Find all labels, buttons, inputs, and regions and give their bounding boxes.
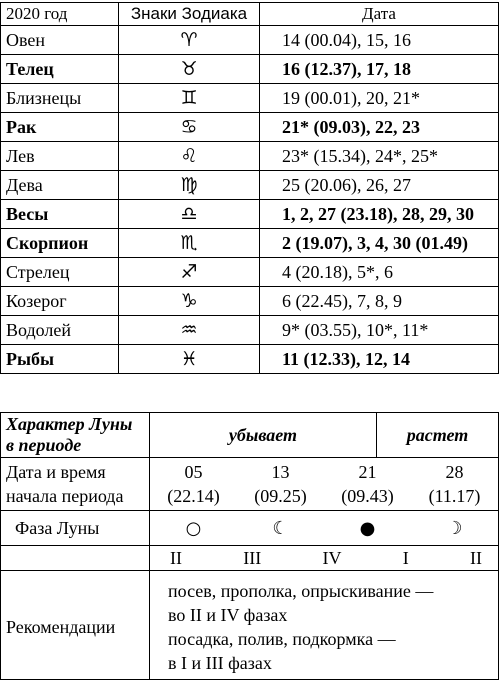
sign-name: Близнецы (1, 84, 119, 113)
last-quarter-icon: ☾ (272, 517, 289, 539)
zodiac-glyph-icon: ♑ (119, 287, 260, 316)
period-time: (09.25) (254, 486, 307, 506)
sign-header: Знаки Зодиака (119, 3, 260, 26)
zodiac-row (1, 26, 499, 55)
period-day: 28 (445, 462, 464, 482)
sign-name: Дева (1, 171, 119, 200)
new-moon-icon: ● (359, 517, 376, 539)
period-time: (22.14) (167, 486, 220, 506)
sign-name: Козерог (1, 287, 119, 316)
period-start (237, 460, 324, 508)
sign-name: Водолей (1, 316, 119, 345)
zodiac-row (1, 113, 499, 142)
zodiac-glyph-icon: ♏ (119, 229, 260, 258)
zodiac-glyph-icon: ♍ (119, 171, 260, 200)
quarter-blank (1, 546, 150, 571)
sign-name: Весы (1, 200, 119, 229)
zodiac-glyph-icon: ♈ (119, 26, 260, 55)
recommendation-line: посадка, полив, подкормка — (168, 629, 396, 649)
period-start (150, 460, 237, 508)
recommendations-row (1, 571, 499, 680)
moon-character-label-line1: Характер Луны (6, 414, 133, 434)
period-start (411, 460, 498, 508)
moon-phase-row (1, 511, 499, 546)
sign-dates: 11 (12.33), 12, 14 (260, 345, 499, 374)
period-start-row (1, 458, 499, 511)
period-day: 21 (358, 462, 377, 482)
quarter-number: I (402, 547, 409, 568)
moon-phase-icons (150, 511, 499, 546)
sign-dates: 16 (12.37), 17, 18 (260, 55, 499, 84)
period-time: (09.43) (341, 486, 394, 506)
sign-dates: 25 (20.06), 26, 27 (260, 171, 499, 200)
quarter-number: III (243, 547, 262, 568)
quarter-number: II (170, 547, 182, 568)
waning-label: убывает (150, 413, 377, 458)
zodiac-row (1, 258, 499, 287)
moon-character-row (1, 413, 499, 458)
sign-dates: 9* (03.55), 10*, 11* (260, 316, 499, 345)
recommendation-line: во II и IV фазах (168, 605, 288, 625)
quarter-row (1, 546, 499, 571)
period-start (324, 460, 411, 508)
period-start-values (150, 458, 499, 511)
sign-dates: 4 (20.18), 5*, 6 (260, 258, 499, 287)
period-start-label-line1: Дата и время (6, 462, 106, 482)
sign-dates: 23* (15.34), 24*, 25* (260, 142, 499, 171)
waxing-label: растет (377, 413, 499, 458)
sign-name: Стрелец (1, 258, 119, 287)
zodiac-glyph-icon: ♎ (119, 200, 260, 229)
date-header: Дата (260, 3, 499, 26)
zodiac-row (1, 345, 499, 374)
zodiac-table (0, 2, 499, 374)
quarter-number: IV (322, 547, 342, 568)
sign-name: Скорпион (1, 229, 119, 258)
recommendations-text (150, 571, 499, 680)
zodiac-header-row (1, 3, 499, 26)
period-time: (11.17) (428, 486, 481, 506)
zodiac-row (1, 200, 499, 229)
moon-phase-label: Фаза Луны (1, 511, 150, 546)
year-header: 2020 год (1, 3, 119, 26)
zodiac-row (1, 287, 499, 316)
zodiac-row (1, 55, 499, 84)
zodiac-row (1, 142, 499, 171)
sign-name: Рак (1, 113, 119, 142)
recommendation-line: в I и III фазах (168, 653, 272, 673)
moon-character-label-line2: в периоде (6, 435, 82, 455)
zodiac-glyph-icon: ♋ (119, 113, 260, 142)
period-day: 13 (271, 462, 290, 482)
zodiac-glyph-icon: ♓ (119, 345, 260, 374)
sign-dates: 1, 2, 27 (23.18), 28, 29, 30 (260, 200, 499, 229)
sign-dates: 21* (09.03), 22, 23 (260, 113, 499, 142)
sign-name: Лев (1, 142, 119, 171)
sign-name: Рыбы (1, 345, 119, 374)
full-moon-icon: ○ (185, 517, 202, 539)
sign-name: Телец (1, 55, 119, 84)
zodiac-glyph-icon: ♐ (119, 258, 260, 287)
sign-dates: 6 (22.45), 7, 8, 9 (260, 287, 499, 316)
zodiac-row (1, 316, 499, 345)
quarter-values (150, 546, 499, 571)
moon-character-label (1, 413, 150, 458)
zodiac-glyph-icon: ♒ (119, 316, 260, 345)
zodiac-row (1, 229, 499, 258)
zodiac-row (1, 84, 499, 113)
zodiac-glyph-icon: ♌ (119, 142, 260, 171)
sign-dates: 19 (00.01), 20, 21* (260, 84, 499, 113)
sign-name: Овен (1, 26, 119, 55)
zodiac-row (1, 171, 499, 200)
moon-phase-table (0, 412, 499, 680)
recommendation-line: посев, прополка, опрыскивание — (168, 581, 434, 601)
sign-dates: 2 (19.07), 3, 4, 30 (01.49) (260, 229, 499, 258)
period-start-label-line2: начала периода (6, 486, 124, 506)
recommendations-label: Рекомендации (1, 571, 150, 680)
zodiac-glyph-icon: ♊ (119, 84, 260, 113)
quarter-number: II (469, 547, 482, 568)
first-quarter-icon: ☽ (446, 517, 463, 539)
zodiac-glyph-icon: ♉ (119, 55, 260, 84)
period-day: 05 (184, 462, 203, 482)
period-start-label (1, 458, 150, 511)
sign-dates: 14 (00.04), 15, 16 (260, 26, 499, 55)
